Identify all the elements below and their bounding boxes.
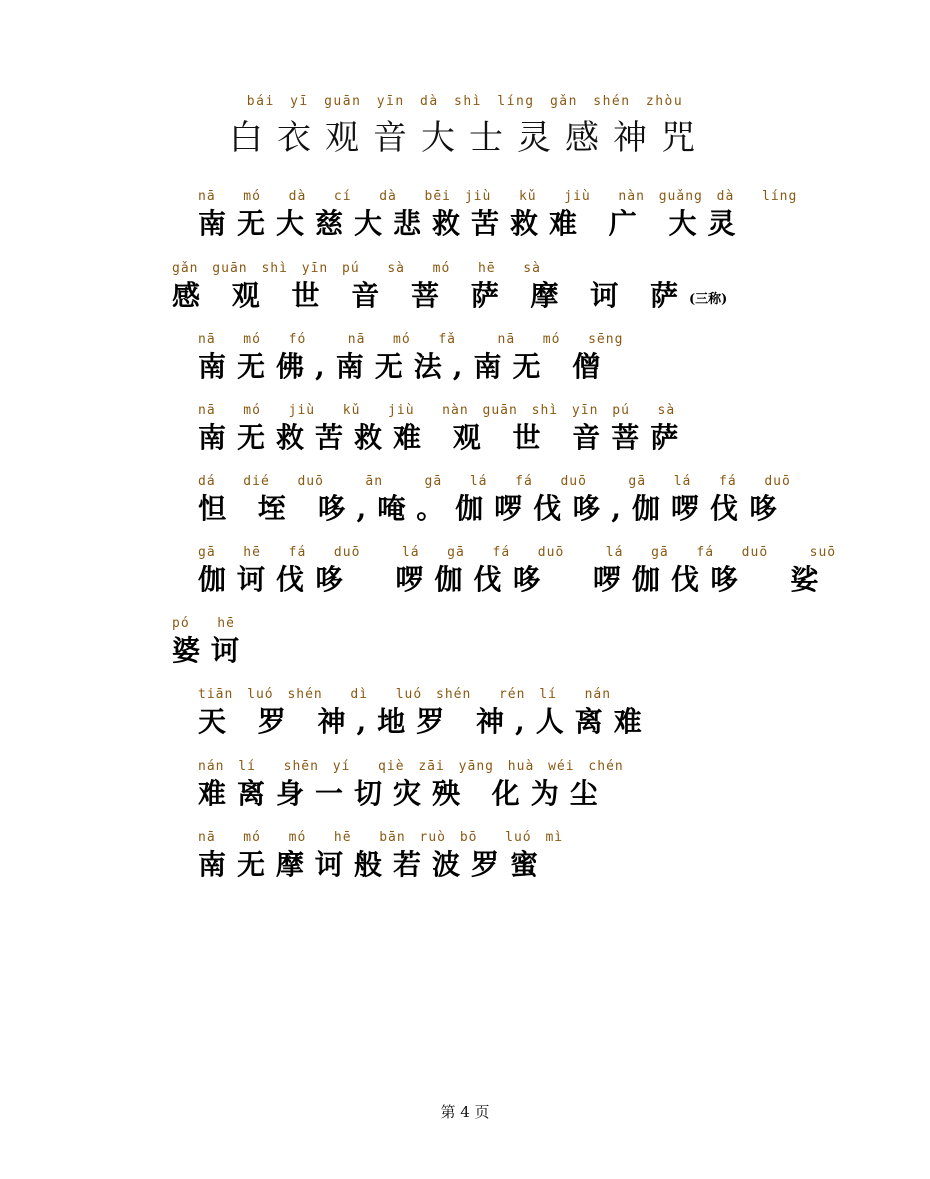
verse-pinyin: tiān luó shén dì luó shén rén lí nán bbox=[198, 687, 612, 702]
verse-line-4 bbox=[198, 402, 689, 456]
verse-line-7 bbox=[172, 615, 250, 669]
verse-line-10 bbox=[198, 829, 563, 883]
verse-text: 南无救苦救难 观 世 音菩萨 bbox=[198, 421, 690, 454]
verse-text: 婆诃 bbox=[172, 634, 251, 667]
verse-pinyin: gǎn guān shì yīn pú sà mó hē sà bbox=[172, 261, 541, 276]
verse-line-9 bbox=[198, 758, 624, 812]
verse-line-3 bbox=[198, 331, 623, 385]
verse-text: 天 罗 神,地罗 神,人离难 bbox=[198, 705, 653, 738]
verse-pinyin: dá dié duō ān gā lá fá duō gā lá fá duō bbox=[198, 474, 791, 489]
verse-text: 难离身一切灾殃 化为尘 bbox=[198, 777, 609, 810]
verse-text: 南无大慈大悲救苦救难 广 大灵 bbox=[198, 207, 747, 240]
verse-pinyin: nā mó jiù kǔ jiù nàn guān shì yīn pú sà bbox=[198, 403, 676, 418]
verse-pinyin: nā mó dà cí dà bēi jiù kǔ jiù nàn guǎng dà líng bbox=[198, 189, 798, 204]
verse-pinyin: gā hē fá duō lá gā fá duō lá gā fá duō suō bbox=[198, 545, 837, 560]
verse-text-main: 感 观 世 音 菩 萨 摩 诃 萨 bbox=[172, 279, 689, 312]
verse-line-2 bbox=[172, 260, 727, 318]
verse-pinyin: nán lí shēn yí qiè zāi yāng huà wéi chén bbox=[198, 759, 624, 774]
verse-line-5 bbox=[198, 473, 791, 527]
title-pinyin: bái yī guān yīn dà shì líng gǎn shén zhòu bbox=[246, 94, 684, 109]
verse-line-1 bbox=[198, 188, 797, 242]
verse-text: 南无佛,南无法,南无 僧 bbox=[198, 350, 612, 383]
verse-text: 南无摩诃般若波罗蜜 bbox=[198, 848, 550, 881]
page-title: 白衣观音大士灵感神咒 bbox=[229, 118, 709, 158]
verse-pinyin: nā mó fó nā mó fǎ nā mó sēng bbox=[198, 332, 624, 347]
verse-pinyin: pó hē bbox=[172, 616, 235, 631]
verse-line-8 bbox=[198, 686, 653, 740]
verse-text: 怛 垤 哆,唵。伽啰伐哆,伽啰伐哆 bbox=[198, 492, 788, 525]
verse-text: 伽诃伐哆 啰伽伐哆 啰伽伐哆 娑 bbox=[198, 563, 830, 596]
verse-text bbox=[172, 278, 727, 318]
verse-pinyin: nā mó mó hē bān ruò bō luó mì bbox=[198, 830, 564, 845]
page-number: 第 4 页 bbox=[440, 1103, 490, 1121]
repeat-note: (三称) bbox=[689, 292, 728, 307]
verse-line-6 bbox=[198, 544, 836, 598]
